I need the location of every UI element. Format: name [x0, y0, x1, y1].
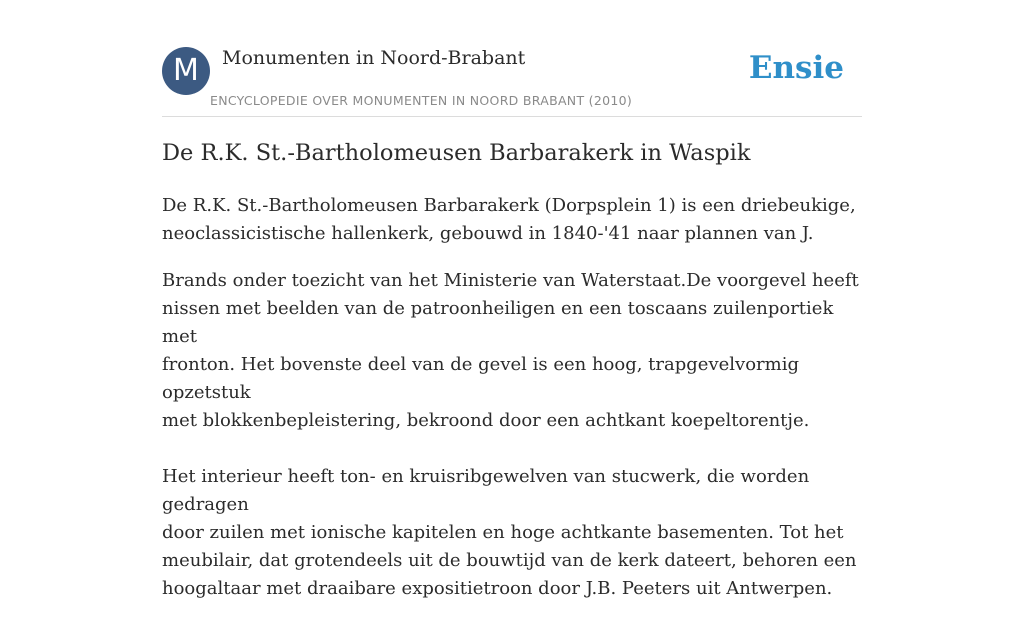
- article-body: [162, 192, 862, 622]
- source-title[interactable]: Monumenten in Noord-Brabant: [222, 47, 526, 69]
- brand-logo[interactable]: Ensie: [748, 50, 844, 86]
- source-header: [162, 46, 862, 117]
- page-title: De R.K. St.-Bartholomeusen Barbarakerk in Waspik: [162, 140, 751, 166]
- source-subtitle: ENCYCLOPEDIE OVER MONUMENTEN IN NOORD BRABANT (2010): [210, 93, 633, 108]
- paragraph-2: Brands onder toezicht van het Ministerie van Waterstaat.De voorgevel heeft nissen met beelden van de patroonheiligen en een toscaans zuilenportiek met fronton. Het bovenste deel van de gevel is een hoog, trapgevelvormig opzetstuk met blokkenbepleistering, bekroond door een achtkant koepeltorentje. Het interieur heeft ton- en kruisribgewelven van stucwerk, die worden gedragen door zuilen met ionische kapitelen en hoge achtkante basementen. Tot het meubilair, dat grotendeels uit de bouwtijd van de kerk dateert, behoren een hoogaltaar met draaibare expositietroon door J.B. Peeters uit Antwerpen.: [162, 270, 859, 599]
- paragraph-1: De R.K. St.-Bartholomeusen Barbarakerk (Dorpsplein 1) is een driebeukige, neoclassicistische hallenkerk, gebouwd in 1840-'41 naar plannen van J.: [162, 195, 856, 244]
- avatar: M: [162, 47, 210, 95]
